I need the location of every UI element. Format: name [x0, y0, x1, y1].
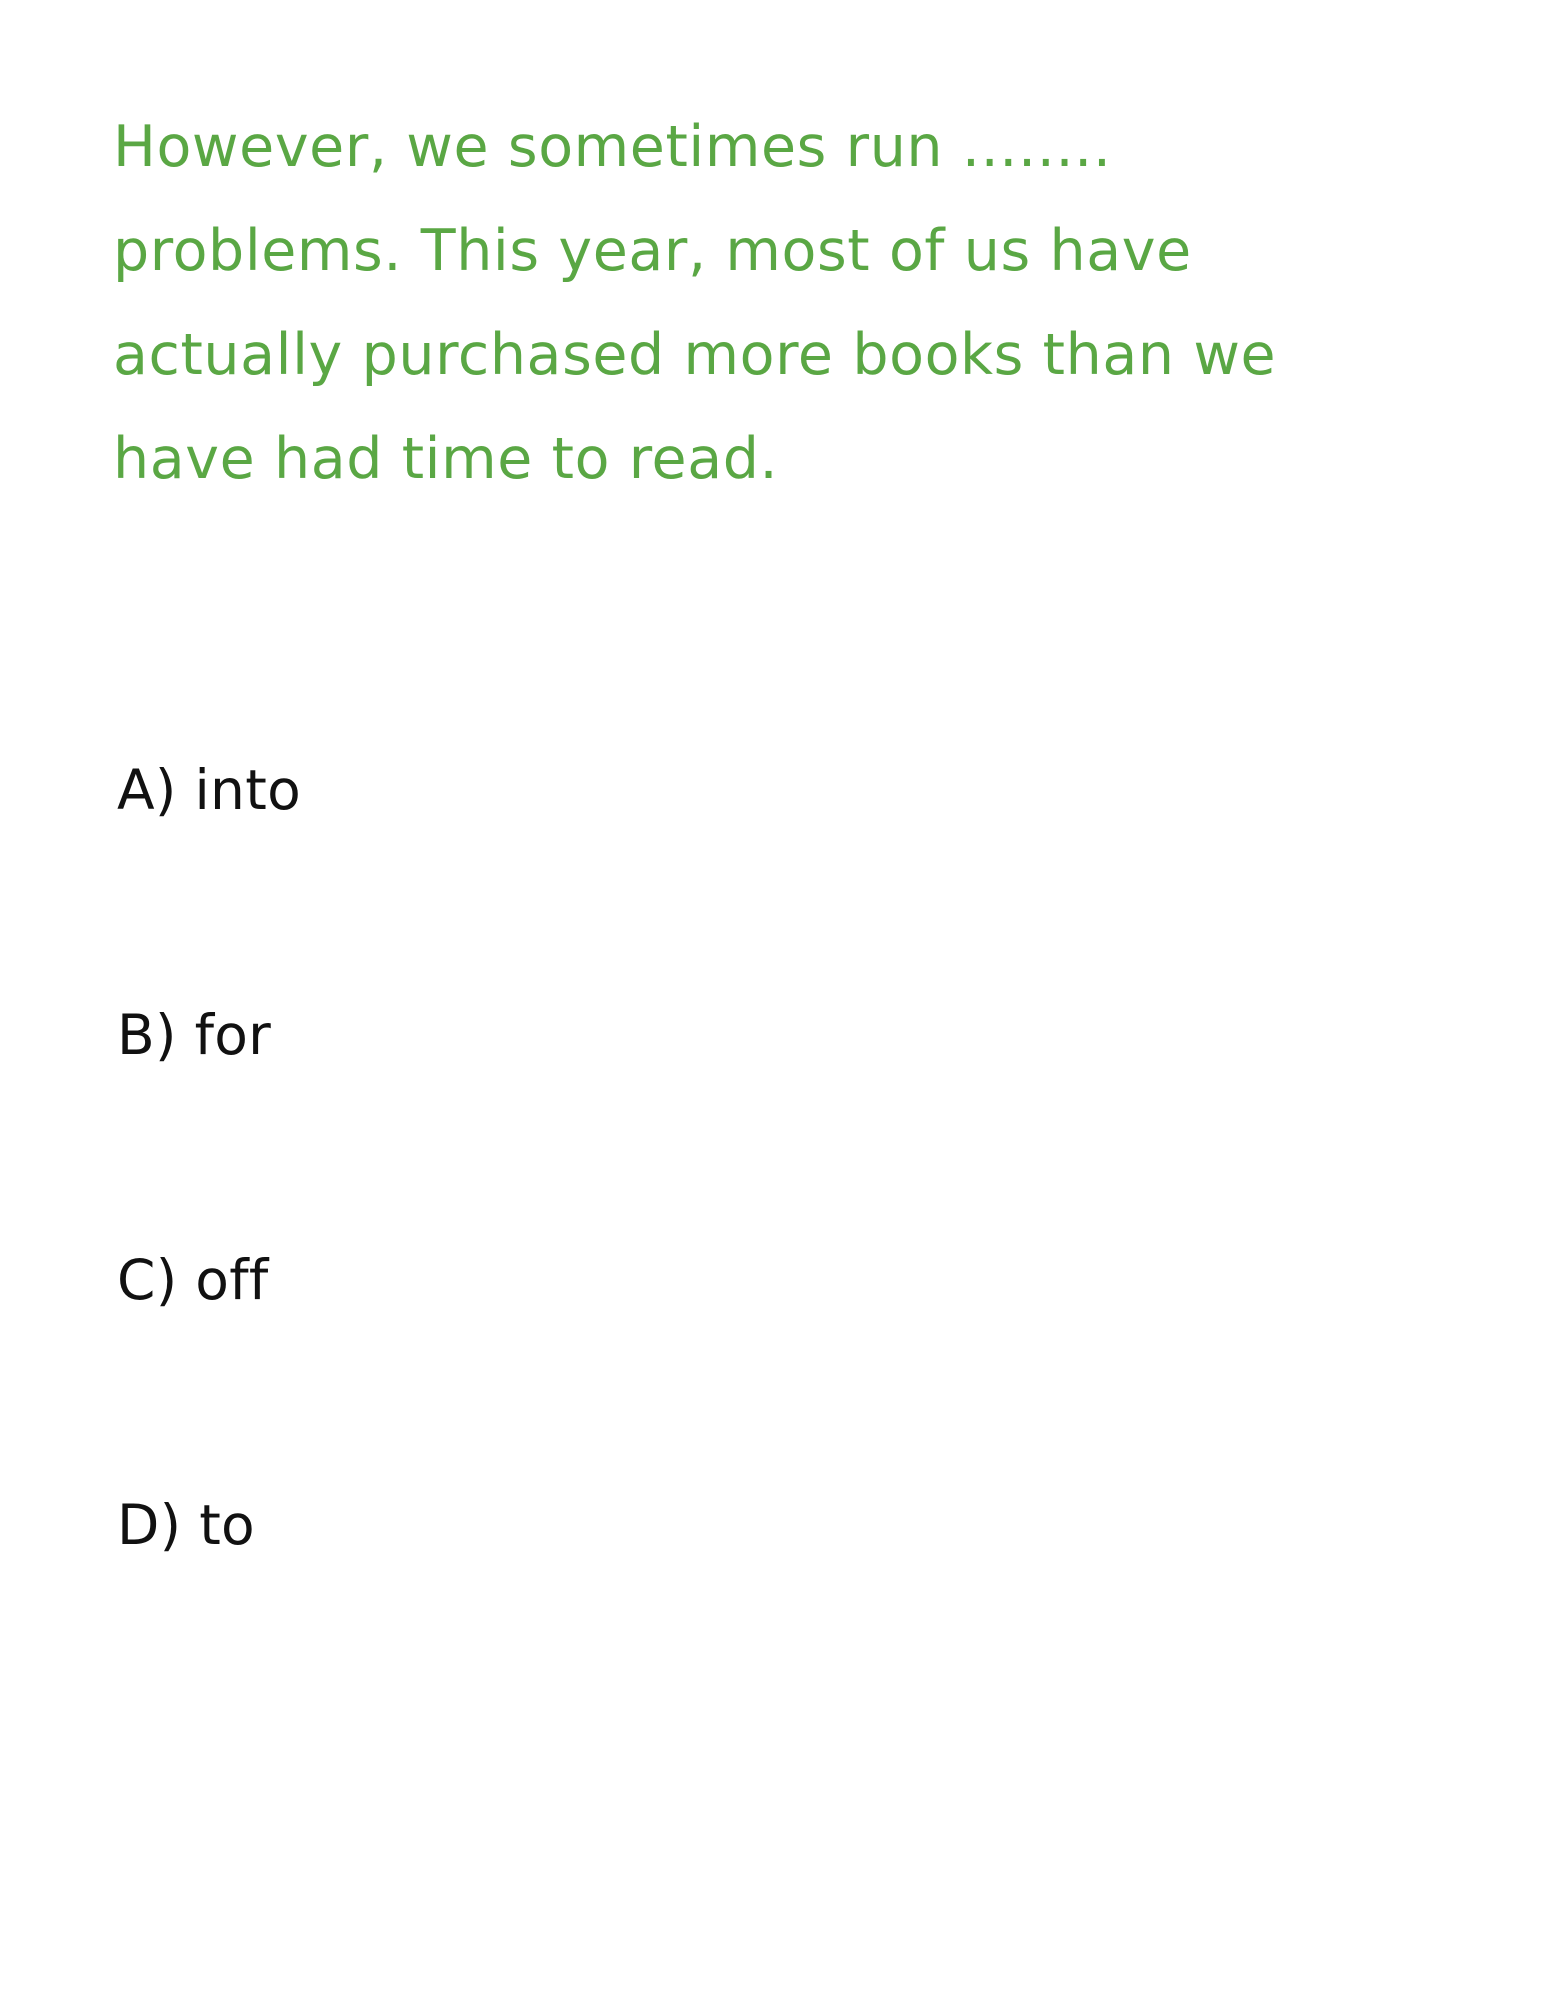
answer-option-a[interactable]: A) into: [117, 758, 302, 822]
question-text: However, we sometimes run ........ problems. This year, most of us have actually purchased more books than we have had time to read.: [113, 114, 1295, 492]
answer-option-b[interactable]: B) for: [117, 1003, 272, 1067]
question-block: [113, 95, 1353, 511]
answer-option-c[interactable]: C) off: [117, 1248, 269, 1312]
answer-options-list: [117, 760, 1357, 1555]
answer-option-d[interactable]: D) to: [117, 1493, 256, 1557]
